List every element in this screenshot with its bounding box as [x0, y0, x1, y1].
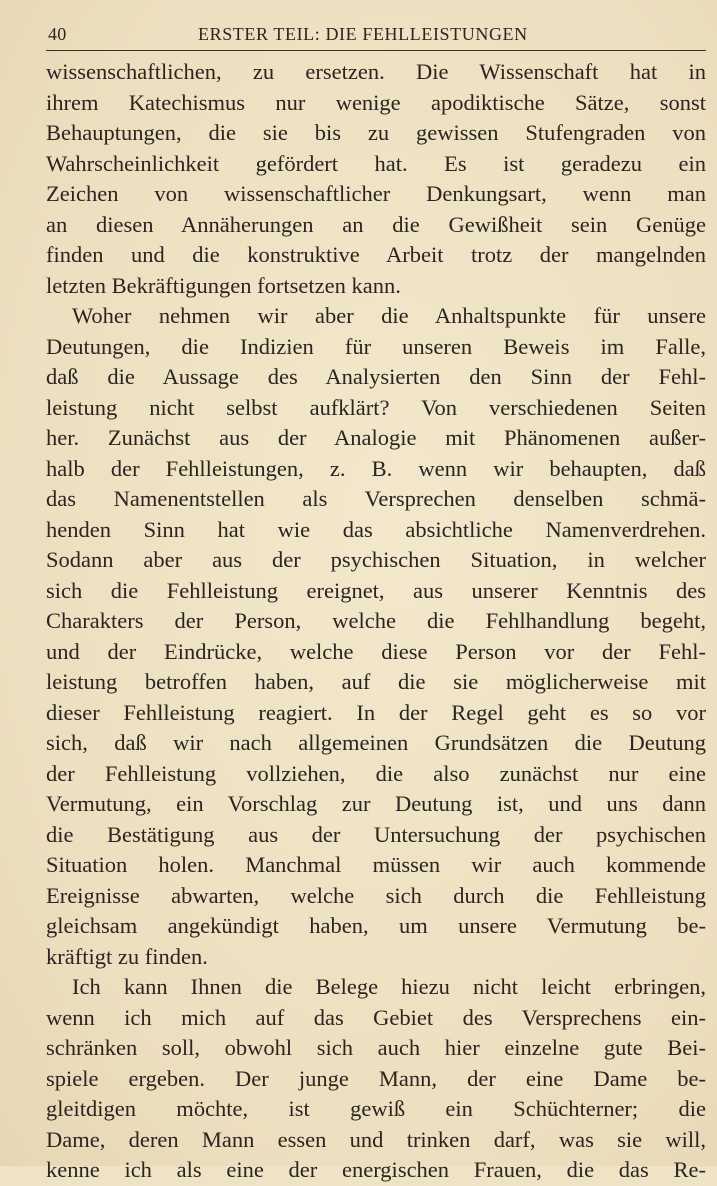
- text-line: Woher nehmen wir aber die Anhaltspunkte für unsere: [72, 303, 706, 328]
- text-line: kräftigt zu finden.: [46, 943, 208, 969]
- text-line: ihrem Katechismus nur wenige apodiktische Sätze, sonst: [46, 89, 706, 115]
- text-line: dieser Fehlleistung reagiert. In der Regel geht es so vor: [46, 699, 706, 725]
- text-line: kenne ich als eine der energischen Frauen, die das Re-: [46, 1157, 706, 1182]
- text-line: wissenschaftlichen, zu ersetzen. Die Wissenschaft hat in: [46, 59, 706, 84]
- text-line: gleichsam angekündigt haben, um unsere Vermutung be-: [46, 913, 706, 938]
- text-line: Situation holen. Manchmal müssen wir auch kommende: [46, 852, 706, 877]
- text-line: letzten Bekräftigungen fortsetzen kann.: [46, 272, 401, 298]
- text-line: Ereignisse abwarten, welche sich durch die Fehlleistung: [46, 882, 706, 908]
- text-line: Deutungen, die Indizien für unseren Beweis im Falle,: [46, 333, 706, 359]
- text-line: sich die Fehlleistung ereignet, aus unserer Kenntnis des: [46, 577, 706, 603]
- text-line: henden Sinn hat wie das absichtliche Namenverdrehen.: [46, 516, 706, 542]
- page-header: [46, 22, 706, 51]
- text-line: Zeichen von wissenschaftlicher Denkungsart, wenn man: [46, 181, 706, 206]
- running-head: ERSTER TEIL: DIE FEHLLEISTUNGEN: [198, 24, 528, 44]
- page-number: 40: [48, 24, 67, 44]
- text-line: Behauptungen, die sie bis zu gewissen Stufengraden von: [46, 120, 706, 145]
- text-line: Ich kann Ihnen die Belege hiezu nicht leicht erbringen,: [72, 974, 706, 999]
- text-line: an diesen Annäherungen an die Gewißheit sein Genüge: [46, 211, 706, 237]
- text-line: schränken soll, obwohl sich auch hier einzelne gute Bei-: [46, 1035, 706, 1060]
- text-line: Dame, deren Mann essen und trinken darf, was sie will,: [46, 1126, 706, 1152]
- text-line: Vermutung, ein Vorschlag zur Deutung ist, und uns dann: [46, 791, 706, 816]
- text-line: und der Eindrücke, welche diese Person vor der Fehl-: [46, 638, 706, 664]
- text-line: gleitdigen möchte, ist gewiß ein Schüchterner; die: [46, 1096, 706, 1121]
- text-line: sich, daß wir nach allgemeinen Grundsätzen die Deutung: [46, 730, 706, 755]
- text-line: halb der Fehlleistungen, z. B. wenn wir behaupten, daß: [46, 455, 706, 481]
- text-line: Sodann aber aus der psychischen Situation, in welcher: [46, 547, 706, 572]
- text-line: das Namenentstellen als Versprechen denselben schmä-: [46, 486, 706, 511]
- text-line: leistung nicht selbst aufklärt? Von verschiedenen Seiten: [46, 394, 706, 420]
- text-line: daß die Aussage des Analysierten den Sinn der Fehl-: [46, 364, 706, 389]
- text-line: Wahrscheinlichkeit gefördert hat. Es ist geradezu ein: [46, 150, 706, 176]
- text-line: finden und die konstruktive Arbeit trotz der mangelnden: [46, 242, 706, 267]
- text-line: Charakters der Person, welche die Fehlhandlung begeht,: [46, 608, 706, 633]
- text-line: leistung betroffen haben, auf die sie möglicherweise mit: [46, 669, 706, 694]
- text-line: die Bestätigung aus der Untersuchung der psychischen: [46, 821, 706, 847]
- body-text: [46, 57, 706, 1186]
- text-line: wenn ich mich auf das Gebiet des Versprechens ein-: [46, 1004, 706, 1030]
- text-line: her. Zunächst aus der Analogie mit Phänomenen außer-: [46, 425, 706, 450]
- text-line: spiele ergeben. Der junge Mann, der eine Dame be-: [46, 1065, 706, 1091]
- text-line: der Fehlleistung vollziehen, die also zunächst nur eine: [46, 760, 706, 786]
